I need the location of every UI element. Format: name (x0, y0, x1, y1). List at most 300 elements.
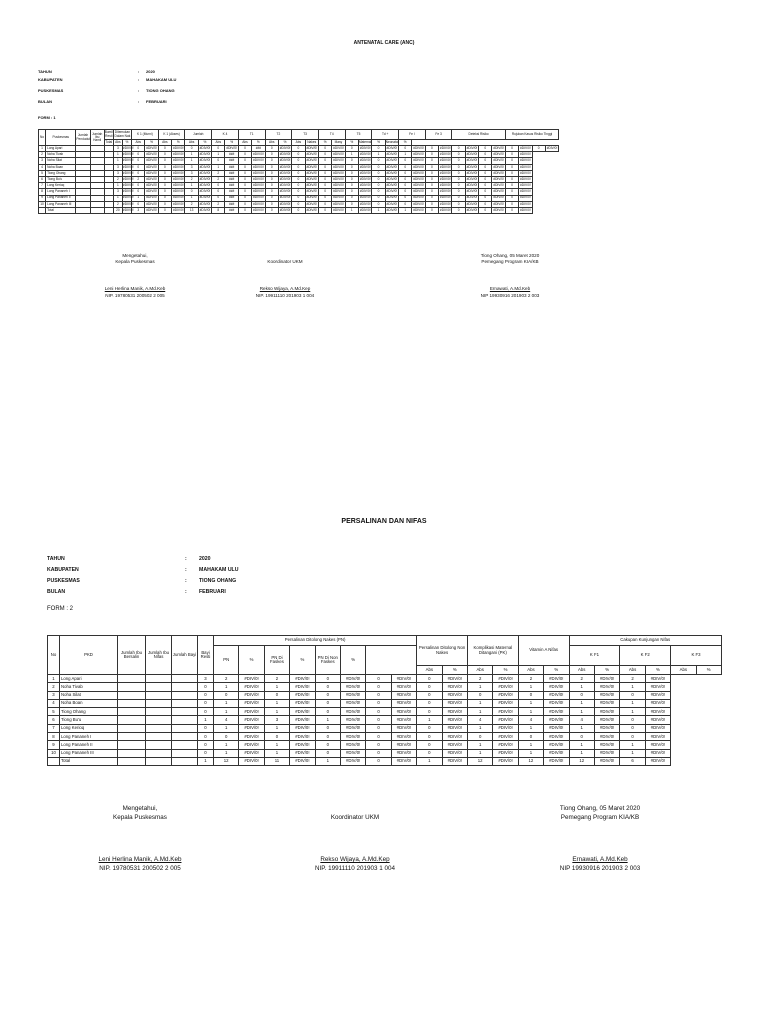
table-row (48, 724, 722, 732)
table-cell: #DIV/0! (645, 708, 670, 716)
table-cell: 0 (505, 195, 518, 201)
table-cell: 0 (518, 733, 543, 741)
table-row (48, 757, 722, 765)
table-cell: #DIV/0! (359, 189, 371, 194)
row-number: 10 (48, 749, 60, 757)
table-cell: #DIV/0! (442, 691, 467, 699)
table-cell (146, 741, 172, 749)
table-cell: #DIV/0! (290, 716, 315, 724)
table-cell: 1 (569, 683, 594, 691)
table-cell: 0 (452, 146, 465, 152)
table-cell: 4 (569, 716, 594, 724)
row-pkd: Tiong Bu'u (60, 716, 118, 724)
table-cell (172, 675, 198, 683)
table-cell: ### (225, 152, 238, 158)
meta-value: MAHAKAM ULU (199, 566, 239, 573)
table-cell: 0 (158, 170, 171, 176)
table-cell (146, 749, 172, 757)
table-cell: 0 (265, 176, 278, 182)
table-cell: 0 (372, 170, 385, 176)
table-cell (118, 749, 146, 757)
table-cell (146, 699, 172, 707)
table-cell: #DIV/0! (413, 207, 424, 212)
table-cell: 1 (185, 152, 198, 158)
table-cell: #DIV/0! (439, 158, 451, 163)
table-cell: 0 (452, 158, 465, 164)
table-cell: #DIV/0! (386, 207, 398, 212)
subheader-abs: Abs (417, 666, 442, 675)
table-cell: 0 (315, 683, 340, 691)
sign-right-name: Ernawati, A.Md.Keb (572, 856, 628, 863)
table-cell: #DIV/0! (645, 691, 670, 699)
table-cell: 0 (198, 691, 214, 699)
subheader-pct: % (145, 140, 158, 146)
table-cell (172, 741, 198, 749)
table-cell: #DIV/0! (340, 716, 365, 724)
signature-block-middle (210, 253, 360, 299)
table-cell: #DIV/0! (413, 183, 424, 188)
anc-form-label: FORM : 1 (38, 115, 56, 120)
table-cell: 1 (185, 158, 198, 164)
table-cell (172, 699, 198, 707)
table-cell: 0 (315, 691, 340, 699)
table-cell: #DIV/0! (199, 176, 211, 181)
table-cell: #DIV/0! (146, 158, 157, 163)
header-kf2: K F2 (620, 646, 671, 666)
table-cell: 0 (132, 189, 145, 195)
table-cell: 2 (214, 675, 239, 683)
meta-key: TAHUN (47, 555, 65, 562)
table-cell: 1 (620, 708, 645, 716)
table-cell: #DIV/0! (340, 733, 365, 741)
header-kf3: K F3 (671, 646, 722, 666)
table-cell: #DIV/0! (306, 207, 318, 212)
table-cell: #DIV/0! (386, 164, 398, 169)
table-cell: 0 (569, 733, 594, 741)
table-cell: 0 (132, 158, 145, 164)
table-cell (118, 691, 146, 699)
table-cell: #DIV/0! (493, 201, 504, 206)
table-cell: #DIV/0! (359, 152, 371, 157)
table-cell: 1 (113, 158, 122, 164)
row-pkd: Tiong Ohang (60, 708, 118, 716)
table-cell: #DIV/0! (172, 189, 184, 194)
table-cell: #DIV/0! (359, 195, 371, 200)
table-cell: #DIV/0! (391, 757, 416, 765)
meta-key: BULAN (47, 588, 66, 595)
table-cell: 1 (264, 724, 289, 732)
table-cell: 0 (212, 183, 225, 189)
table-cell: 1 (620, 741, 645, 749)
row-number: 2 (48, 683, 60, 691)
table-cell: #DIV/0! (172, 158, 184, 163)
header-puskesmas: Puskesmas (46, 130, 76, 146)
table-cell: 0 (425, 195, 438, 201)
table-cell: 0 (345, 183, 358, 189)
table-cell: 1 (518, 708, 543, 716)
header-ibu-hamil: Jumlah Ibu Hamil (90, 130, 104, 146)
table-cell: #DIV/0! (493, 195, 504, 200)
table-cell: #DIV/0! (199, 152, 211, 157)
table-cell: 0 (238, 195, 251, 201)
subheader-label: Nakes (305, 140, 318, 146)
table-cell: #DIV/0! (146, 201, 157, 206)
table-cell: 0 (399, 158, 412, 164)
table-cell: #DIV/0! (413, 195, 424, 200)
table-cell: #DIV/0! (391, 724, 416, 732)
table-row (39, 207, 586, 213)
table-cell: 0 (372, 146, 385, 152)
row-puskesmas: Tiong Ohang (46, 170, 76, 176)
table-cell: #DIV/0! (290, 675, 315, 683)
table-cell: 0 (198, 733, 214, 741)
table-cell: 0 (238, 152, 251, 158)
table-cell: #DIV/0! (493, 183, 504, 188)
table-cell: #DIV/0! (279, 164, 291, 169)
table-cell: #DIV/0! (520, 164, 531, 169)
table-cell: 1 (214, 749, 239, 757)
row-number: 7 (48, 724, 60, 732)
table-cell: 0 (132, 183, 145, 189)
table-cell: #DIV/0! (239, 757, 264, 765)
table-cell: #DIV/0! (544, 708, 569, 716)
table-cell: 0 (372, 158, 385, 164)
table-cell: 1 (212, 152, 225, 158)
table-cell: 0 (345, 201, 358, 207)
table-cell: #DIV/0! (122, 145, 134, 150)
table-cell: #DIV/0! (439, 201, 451, 206)
table-cell: #DIV/0! (466, 189, 478, 194)
table-cell (146, 691, 172, 699)
sign-left-line2: Kepala Puskesmas (113, 813, 167, 821)
subheader-pct: % (278, 140, 291, 146)
table-cell: 0 (238, 146, 251, 152)
table-cell: #DIV/0! (333, 183, 344, 188)
table-cell: #DIV/0! (239, 691, 264, 699)
table-cell: 4 (467, 716, 492, 724)
table-cell: 1 (315, 716, 340, 724)
table-cell: #DIV/0! (306, 170, 318, 175)
table-cell: #DIV/0! (391, 708, 416, 716)
table-cell: #DIV/0! (493, 145, 504, 150)
table-cell: #DIV/0! (172, 170, 184, 175)
table-cell: 3 (185, 164, 198, 170)
table-cell (118, 716, 146, 724)
table-cell: #DIV/0! (544, 691, 569, 699)
table-cell: #DIV/0! (391, 699, 416, 707)
table-cell: 0 (417, 741, 442, 749)
table-cell: #DIV/0! (544, 757, 569, 765)
table-cell: 0 (417, 683, 442, 691)
table-cell: #DIV/0! (290, 724, 315, 732)
table-cell: 0 (366, 708, 391, 716)
sign-right-nip: NIP 19930916 201903 2 003 (480, 292, 540, 298)
table-cell: #DIV/0! (391, 749, 416, 757)
table-cell: #DIV/0! (520, 158, 531, 163)
table-cell: #DIV/0! (279, 152, 291, 157)
table-cell: 0 (292, 176, 305, 182)
table-cell: 0 (417, 691, 442, 699)
subheader-abs: Abs (238, 140, 251, 146)
row-number (39, 207, 46, 213)
table-cell: 1 (569, 699, 594, 707)
table-cell: #DIV/0! (172, 145, 184, 150)
table-cell: 0 (238, 207, 251, 213)
table-cell: 0 (132, 170, 145, 176)
table-cell: #DIV/0! (122, 176, 134, 181)
table-cell (172, 708, 198, 716)
table-cell: 3 (264, 716, 289, 724)
table-cell: 0 (425, 207, 438, 213)
table-cell (172, 757, 198, 765)
table-cell: #DIV/0! (645, 699, 670, 707)
table-cell: 0 (366, 733, 391, 741)
table-cell: 2 (569, 675, 594, 683)
table-cell: #DIV/0! (645, 733, 670, 741)
row-puskesmas: Long Pananeh III (46, 201, 76, 207)
table-cell: 0 (345, 189, 358, 195)
table-cell: 0 (132, 152, 145, 158)
table-cell: 0 (425, 170, 438, 176)
header-ibu-bersalin: Jumlah Ibu Bersalin (118, 636, 146, 675)
table-cell: 2 (212, 170, 225, 176)
table-cell: 1 (185, 195, 198, 201)
table-cell: 0 (318, 176, 331, 182)
table-cell: #DIV/0! (306, 195, 318, 200)
table-cell: #DIV/0! (391, 741, 416, 749)
signature-block-left (60, 253, 210, 299)
row-puskesmas: Noha Silat (46, 158, 76, 164)
table-cell: 0 (505, 158, 518, 164)
table-cell: #DIV/0! (253, 189, 264, 194)
table-cell: 0 (185, 189, 198, 195)
table-cell: #DIV/0! (333, 158, 344, 163)
table-cell: 4 (214, 716, 239, 724)
table-cell: ### (225, 189, 238, 195)
table-cell: 0 (265, 207, 278, 213)
row-puskesmas: Tiong Bu'u (46, 176, 76, 182)
table-cell: 0 (425, 176, 438, 182)
subheader-abs: Abs (185, 140, 198, 146)
table-cell: 0 (265, 146, 278, 152)
table-cell: 0 (198, 741, 214, 749)
sign-right-name: Ernawati, A.Md.Keb (489, 286, 531, 292)
table-cell: #DIV/0! (333, 176, 344, 181)
table-cell: 0 (238, 183, 251, 189)
header-penduduk: Jumlah Penduduk (76, 130, 90, 146)
table-cell: 0 (479, 152, 492, 158)
table-cell (118, 683, 146, 691)
table-cell: 0 (417, 749, 442, 757)
header-pct: % (290, 646, 315, 675)
table-cell: #DIV/0! (594, 708, 619, 716)
table-cell: 0 (265, 158, 278, 164)
table-cell: #DIV/0! (306, 189, 318, 194)
header-ibu-nifas: Jumlah Ibu Nifas (146, 636, 172, 675)
table-cell: #DIV/0! (172, 195, 184, 200)
table-cell: 0 (366, 691, 391, 699)
subheader-abs: Abs (265, 140, 278, 146)
table-cell: #DIV/0! (199, 195, 211, 200)
table-cell: 0 (318, 170, 331, 176)
subheader-abs: Abs (132, 140, 145, 146)
subheader-pct: % (198, 140, 211, 146)
table-cell (90, 207, 104, 213)
table-cell: #DIV/0! (439, 145, 451, 150)
table-cell: #DIV/0! (594, 749, 619, 757)
nifas-meta: TAHUN : 2020 KABUPATEN : MAHAKAM ULU PUSKESMAS : TIONG OHANG BULAN : FEBRUARI (47, 555, 239, 595)
table-cell: #DIV/0! (520, 176, 531, 181)
meta-key: KABUPATEN (38, 76, 63, 82)
table-cell: #DIV/0! (386, 170, 398, 175)
header-nakes-group: Ditemukan Dalam Nak (114, 130, 131, 138)
table-cell: 1 (264, 749, 289, 757)
table-cell: #DIV/0! (391, 691, 416, 699)
table-cell: 0 (505, 183, 518, 189)
row-puskesmas: Noha Boan (46, 164, 76, 170)
header-deteksi: Deteksi Risiko (452, 130, 505, 140)
table-cell: #DIV/0! (594, 741, 619, 749)
subheader-pct: % (399, 140, 412, 146)
table-cell: #DIV/0! (146, 183, 157, 188)
table-cell: #DIV/0! (386, 145, 398, 150)
table-cell: #DIV/0! (122, 152, 134, 157)
table-cell: 1 (569, 724, 594, 732)
sign-mid-line2: Koordinator UKM (330, 813, 380, 821)
table-cell: 1 (467, 683, 492, 691)
row-number: 6 (48, 716, 60, 724)
table-cell: 0 (315, 708, 340, 716)
table-cell: 0 (345, 170, 358, 176)
table-cell: #DIV/0! (290, 741, 315, 749)
table-cell: 0 (372, 164, 385, 170)
table-row (48, 699, 722, 707)
table-cell: #DIV/0! (172, 201, 184, 206)
row-puskesmas: Noha Tivab (46, 152, 76, 158)
table-cell: #DIV/0! (493, 716, 518, 724)
table-cell: 0 (479, 183, 492, 189)
table-cell: 1 (132, 195, 145, 201)
table-cell (118, 708, 146, 716)
table-cell: 0 (292, 152, 305, 158)
table-row (48, 675, 722, 683)
table-cell: #DIV/0! (386, 158, 398, 163)
table-cell: #DIV/0! (279, 189, 291, 194)
table-cell: 1 (113, 183, 122, 189)
table-cell: 20 (113, 207, 122, 213)
table-cell: 0 (452, 207, 465, 213)
table-cell: #DIV/0! (146, 207, 157, 212)
table-cell: #DIV/0! (466, 152, 478, 157)
row-number: 6 (39, 176, 46, 182)
table-cell: 12 (518, 757, 543, 765)
table-cell: 0 (505, 152, 518, 158)
table-cell: 0 (158, 164, 171, 170)
header-t3: T3 (292, 130, 319, 140)
table-cell: #DIV/0! (391, 733, 416, 741)
table-row (48, 733, 722, 741)
table-cell: #DIV/0! (279, 170, 291, 175)
table-cell: #DIV/0! (493, 158, 504, 163)
table-cell: #DIV/0! (466, 207, 478, 212)
table-cell: #DIV/0! (520, 170, 531, 175)
sign-mid-name: Rekso Wijaya, A.Md.Kep (259, 286, 311, 292)
table-cell: 0 (265, 195, 278, 201)
table-cell: #DIV/0! (359, 170, 371, 175)
sign-right-nip: NIP 19930916 201903 2 003 (559, 864, 641, 872)
table-cell: #DIV/0! (386, 195, 398, 200)
table-cell: #DIV/0! (391, 675, 416, 683)
table-cell (146, 716, 172, 724)
table-cell: 0 (158, 183, 171, 189)
subheader-pct: % (172, 140, 185, 146)
table-cell: 1 (198, 716, 214, 724)
table-cell: 0 (372, 189, 385, 195)
subheader-label: Masy (332, 140, 345, 146)
meta-value: 2020 (146, 68, 155, 74)
subheader-abs: Abs (292, 140, 305, 146)
table-cell: 0 (452, 164, 465, 170)
sign-mid-nip: NIP. 19911110 201903 1 004 (255, 292, 315, 298)
table-cell: #DIV/0! (645, 757, 670, 765)
table-cell: 0 (366, 741, 391, 749)
table-cell: 0 (132, 146, 145, 152)
table-cell: #DIV/0! (442, 733, 467, 741)
table-cell: 1 (518, 749, 543, 757)
table-cell: 3 (198, 675, 214, 683)
subheader-total: Total (105, 139, 113, 144)
table-cell: #DIV/0! (594, 724, 619, 732)
table-cell: 3 (113, 189, 122, 195)
table-cell: #DIV/0! (544, 749, 569, 757)
table-cell: #DIV/0! (253, 158, 264, 163)
table-cell: 0 (292, 189, 305, 195)
table-cell: #DIV/0! (199, 189, 211, 194)
table-cell: 0 (452, 170, 465, 176)
table-cell: #DIV/0! (253, 164, 264, 169)
table-cell: #DIV/0! (226, 145, 237, 150)
table-cell: 6 (620, 757, 645, 765)
table-cell: 11 (264, 757, 289, 765)
table-cell: #DIV/0! (306, 164, 318, 169)
table-cell: #DIV/0! (253, 152, 264, 157)
table-cell: #DIV/0! (122, 158, 134, 163)
table-cell: 12 (467, 757, 492, 765)
table-cell: 0 (315, 675, 340, 683)
table-cell: #DIV/0! (439, 170, 451, 175)
meta-value: FEBRUARI (146, 98, 167, 104)
table-cell: 0 (452, 201, 465, 207)
table-cell: 0 (532, 146, 545, 152)
table-cell: #DIV/0! (122, 170, 134, 175)
table-cell: #DIV/0! (544, 724, 569, 732)
row-pkd: Long Apari (60, 675, 118, 683)
header-fe3: Fe 3 (425, 130, 452, 140)
meta-value: MAHAKAM ULU (146, 76, 177, 82)
table-cell: #DIV/0! (199, 145, 211, 150)
table-cell: #DIV/0! (413, 201, 424, 206)
sign-left-line1: Mengetahui, (122, 253, 148, 258)
table-cell: 0 (366, 724, 391, 732)
row-pkd: Long Pananeh II (60, 741, 118, 749)
row-number: 4 (48, 699, 60, 707)
meta-key: PUSKESMAS (47, 577, 80, 584)
table-cell: 0 (198, 699, 214, 707)
table-cell (172, 716, 198, 724)
table-cell (146, 683, 172, 691)
table-cell: 1 (372, 152, 385, 158)
table-cell: 0 (345, 195, 358, 201)
